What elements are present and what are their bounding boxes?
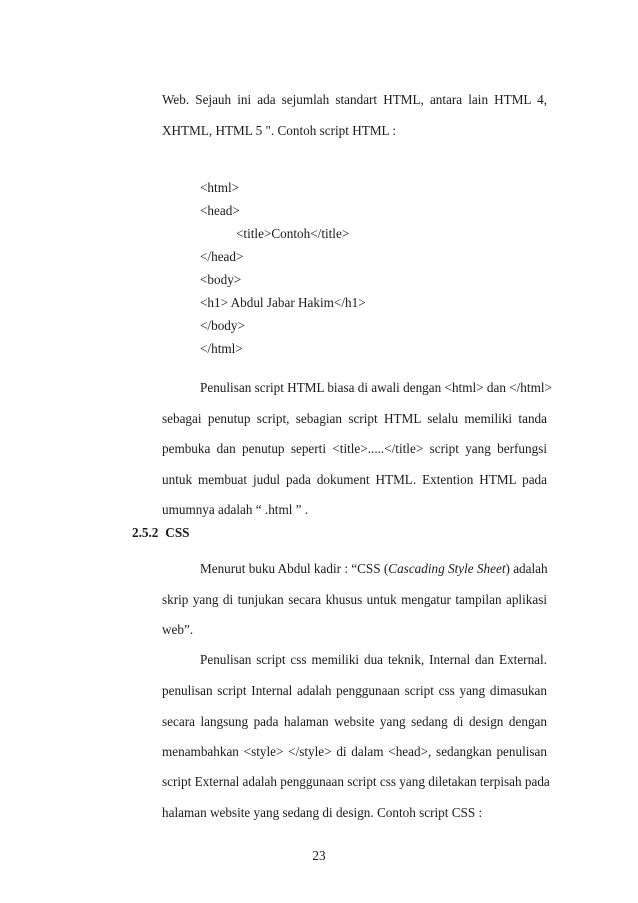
paragraph-line: web”. [162,622,194,637]
code-line: </head> [200,249,244,264]
paragraph-line: pembuka dan penutup seperti <title>.....</title> script yang berfungsi [162,441,547,456]
page-number: 23 [312,848,326,863]
paragraph-line: XHTML, HTML 5 ". Contoh script HTML : [162,123,397,138]
paragraph-line: penulisan script Internal adalah penggunaan script css yang dimasukan [162,683,547,698]
paragraph-line: Web. Sejauh ini ada sejumlah standart HTML, antara lain HTML 4, [162,92,547,107]
code-line: </html> [200,341,243,356]
paragraph-line: secara langsung pada halaman website yang sedang di design dengan [162,714,547,729]
section-number: 2.5.2 [132,525,159,540]
code-line: <html> [200,180,240,195]
paragraph-line: Penulisan script HTML biasa di awali dengan <html> dan </html> [200,380,552,395]
code-line: </body> [200,318,245,333]
section-heading [132,525,190,541]
paragraph-line: untuk membuat judul pada dokument HTML. Extention HTML pada [162,472,547,487]
section-title: CSS [165,525,190,540]
paragraph-line: menambahkan <style> </style> di dalam <head>, sedangkan penulisan [162,744,547,759]
paragraph-line: Penulisan script css memiliki dua teknik, Internal dan External. [200,652,547,667]
paragraph-line [200,561,547,577]
code-line: <body> [200,272,242,287]
paragraph-line: script External adalah penggunaan script css yang diletakan terpisah pada [162,774,550,789]
italic-term: Cascading Style Sheet [388,561,506,576]
code-line: <h1> Abdul Jabar Hakim</h1> [200,295,366,310]
paragraph-line: skrip yang di tunjukan secara khusus untuk mengatur tampilan aplikasi [162,592,547,607]
text-run: Menurut buku Abdul kadir : “CSS ( [200,561,389,576]
text-run: ) adalah [505,561,548,576]
paragraph-line: halaman website yang sedang di design. Contoh script CSS : [162,805,483,820]
paragraph-line: umumnya adalah “ .html ” . [162,502,309,517]
code-line: <title>Contoh</title> [236,226,350,241]
paragraph-line: sebagai penutup script, sebagian script HTML selalu memiliki tanda [162,411,547,426]
code-line: <head> [200,203,240,218]
